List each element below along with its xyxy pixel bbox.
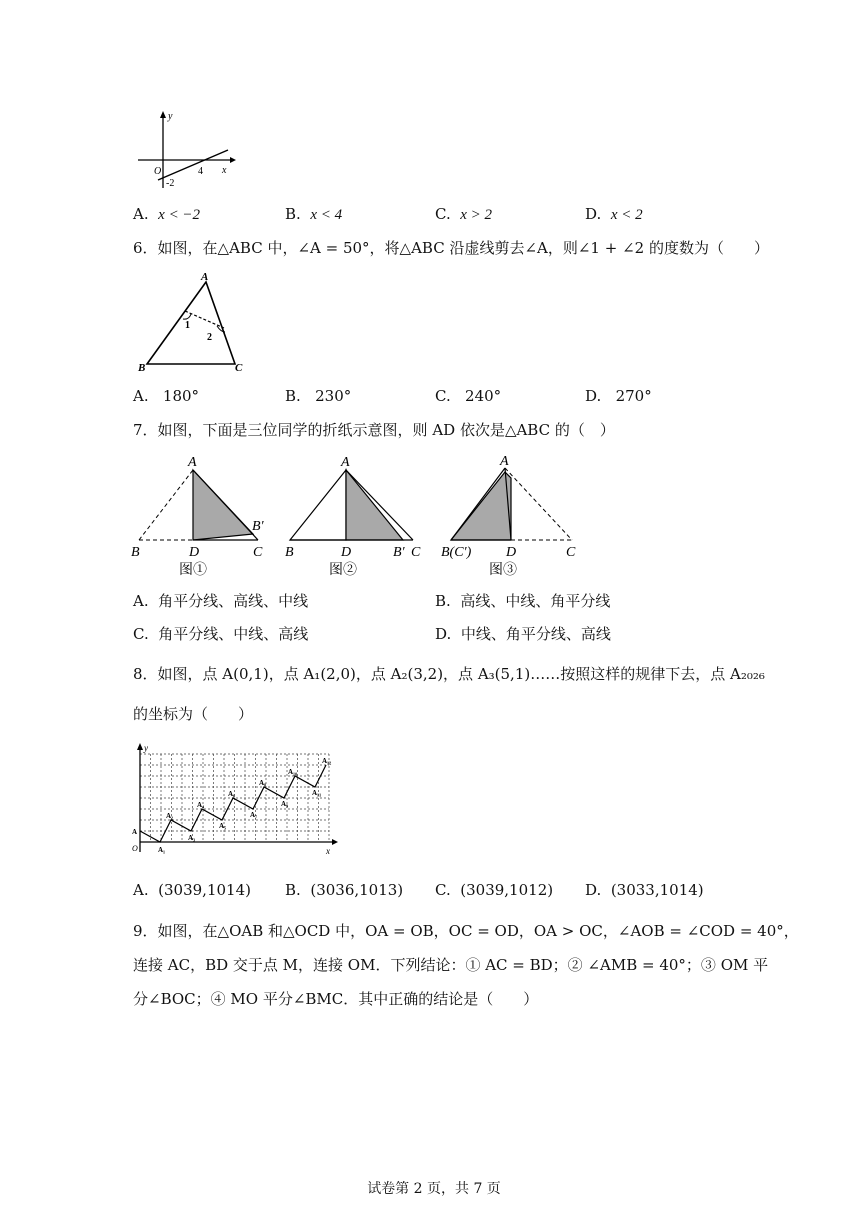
q7-f1-b: B (131, 545, 140, 560)
page-footer: 试卷第 2 页，共 7 页 (367, 1181, 501, 1197)
q8-option-a[interactable]: A. (3039,1014) (133, 881, 251, 899)
q8-label-a: A (132, 828, 138, 836)
q6-option-b[interactable]: B. 230° (285, 387, 352, 405)
q8-grid-graph (128, 740, 340, 858)
q6-label-a: A (201, 271, 209, 283)
q8-option-b[interactable]: B. (3036,1013) (285, 881, 404, 899)
q5-x-label: x (222, 165, 227, 176)
q6-label-c: C (235, 362, 243, 374)
q5-y-label: y (168, 111, 173, 122)
q8-label-a11: A₁₁ (312, 789, 322, 797)
q9-line2: 连接 AC，BD 交于点 M，连接 OM．下列结论：① AC = BD；② ∠AMB = 40°；③ OM 平 (133, 956, 769, 974)
q8-label-a2: A₂ (166, 812, 174, 820)
q7-f1-c: C (253, 545, 263, 560)
q5-tick-neg: -2 (166, 178, 175, 189)
q9-line1: 9．如图，在△OAB 和△OCD 中，OA = OB，OC = OD，OA > OC，∠AOB = ∠COD = 40°， (133, 922, 799, 940)
q5-origin: O (154, 166, 162, 177)
q8-label-a1: A₁ (158, 846, 166, 854)
q7-f2-b: B (285, 545, 294, 560)
q6-angle-2: 2 (207, 332, 212, 343)
q6-stem: 6．如图，在△ABC 中，∠A = 50°，将△ABC 沿虚线剪去∠A，则∠1 + ∠2 的度数为（ ） (133, 239, 769, 257)
q6-triangle-figure (135, 268, 250, 376)
q8-label-a9: A₉ (281, 800, 289, 808)
q7-option-b[interactable]: B. 高线、中线、角平分线 (435, 592, 611, 610)
q6-option-a[interactable]: A. 180° (133, 387, 200, 405)
q6-angle-1: 1 (185, 320, 190, 331)
q8-zigzag-path (140, 765, 326, 842)
q7-f2-bp: B′ (393, 545, 405, 560)
q7-option-d[interactable]: D. 中线、角平分线、高线 (435, 625, 611, 643)
q8-option-d[interactable]: D. (3033,1014) (585, 881, 704, 899)
q6-label-b: B (138, 362, 146, 374)
q8-option-c[interactable]: C. (3039,1012) (435, 881, 554, 899)
q8-label-a8: A₈ (259, 779, 267, 787)
q8-label-a10: A₁₀ (288, 768, 298, 776)
q7-f1-a: A (188, 455, 197, 470)
q7-option-c[interactable]: C. 角平分线、中线、高线 (133, 625, 309, 643)
q8-label-a5: A₅ (219, 822, 227, 830)
q7-f3-bc: B(C′) (441, 545, 472, 560)
q6-option-c[interactable]: C. 240° (435, 387, 502, 405)
q8-label-a7: A₇ (250, 811, 258, 819)
q8-y-label: y (144, 743, 148, 753)
q5-option-d[interactable]: D. x < 2 (585, 205, 643, 223)
q8-label-a3: A₃ (188, 834, 196, 842)
q8-label-a12: A₁₂ (322, 757, 332, 765)
q7-f2-c: C (411, 545, 421, 560)
q7-f2-d: D (341, 545, 352, 560)
q8-label-a4: A₄ (197, 801, 205, 809)
q8-origin: O (132, 844, 138, 853)
q7-f2-caption: 图② (329, 563, 357, 578)
q7-f1-bp: B′ (252, 519, 264, 534)
q7-f3-c: C (566, 545, 576, 560)
q8-stem-line2: 的坐标为（ ） (133, 705, 254, 723)
q7-f3-a: A (500, 454, 509, 469)
q7-f3-d: D (506, 545, 517, 560)
q5-option-a[interactable]: A. x < −2 (133, 205, 201, 223)
q7-stem: 7．如图，下面是三位同学的折纸示意图，则 AD 依次是△ABC 的（ ） (133, 421, 615, 439)
q5-tick-pos: 4 (198, 166, 203, 177)
q5-graph (130, 108, 240, 192)
q7-f2-a: A (341, 455, 350, 470)
q8-stem-line1: 8．如图，点 A(0,1)，点 A₁(2,0)，点 A₂(3,2)，点 A₃(5,1)……按照这样的规律下去，点 A₂₀₂₆ (133, 665, 765, 683)
q8-label-a6: A₆ (228, 790, 236, 798)
q5-option-b[interactable]: B. x < 4 (285, 205, 343, 223)
q9-line3: 分∠BOC；④ MO 平分∠BMC．其中正确的结论是（ ） (133, 990, 539, 1008)
q7-f3-caption: 图③ (489, 563, 517, 578)
q7-f1-caption: 图① (179, 563, 207, 578)
q8-x-label: x (326, 846, 330, 856)
q6-option-d[interactable]: D. 270° (585, 387, 652, 405)
q7-figures (125, 450, 595, 580)
q5-option-c[interactable]: C. x > 2 (435, 205, 493, 223)
q7-option-a[interactable]: A. 角平分线、高线、中线 (133, 592, 309, 610)
q7-f1-d: D (189, 545, 200, 560)
